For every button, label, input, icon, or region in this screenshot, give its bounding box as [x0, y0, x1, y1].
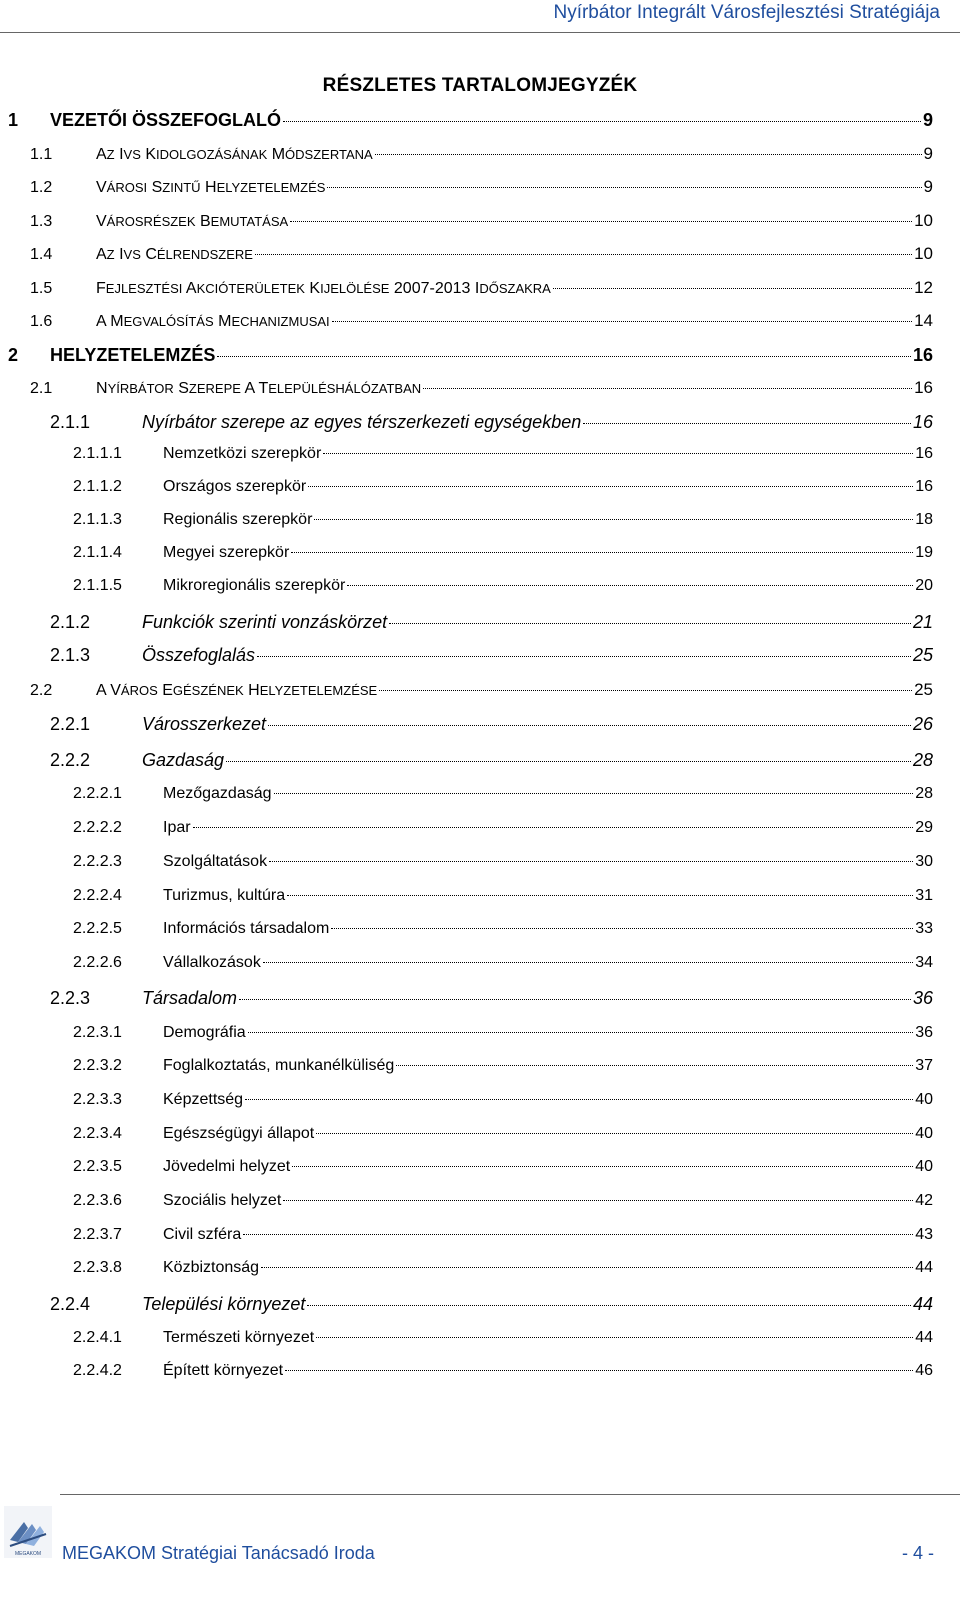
toc-entry-page: 44	[915, 1329, 933, 1346]
toc-entry-number: 2.2.3.1	[73, 1024, 122, 1041]
toc-entry[interactable]	[73, 1057, 933, 1075]
toc-entry-page: 25	[912, 645, 933, 665]
toc-leader-dots	[396, 1065, 913, 1066]
toc-leader-dots	[291, 552, 913, 553]
toc-leader-dots	[217, 356, 911, 357]
toc-leader-dots	[583, 423, 911, 424]
toc-entry-title: VÁROSRÉSZEK BEMUTATÁSA	[96, 213, 289, 230]
toc-entry-number: 2.2.2.2	[73, 819, 122, 836]
toc-entry-page: 31	[915, 887, 933, 904]
toc-entry-number: 2.2.3.3	[73, 1091, 122, 1108]
toc-entry-number: 2.2.3.5	[73, 1158, 122, 1175]
toc-entry-number: 1.1	[30, 146, 53, 163]
toc-entry[interactable]	[30, 278, 933, 298]
toc-leader-dots	[283, 1200, 913, 1201]
toc-entry-number: 2.2.1	[50, 714, 91, 734]
toc-entry[interactable]	[73, 1125, 933, 1143]
toc-entry-title: Foglalkoztatás, munkanélküliség	[163, 1057, 395, 1074]
toc-leader-dots	[283, 121, 921, 122]
toc-leader-dots	[269, 861, 913, 862]
toc-entry-title: Szolgáltatások	[163, 853, 268, 870]
toc-leader-dots	[379, 690, 912, 691]
toc-leader-dots	[274, 793, 914, 794]
toc-leader-dots	[257, 656, 911, 657]
toc-entry[interactable]	[50, 988, 933, 1009]
toc-entry-page: 16	[912, 345, 933, 365]
toc-entry-number: 2.2.3.7	[73, 1226, 122, 1243]
toc-entry-title: Vállalkozások	[163, 954, 261, 971]
toc-leader-dots	[292, 1166, 913, 1167]
toc-entry[interactable]	[8, 110, 933, 131]
toc-entry-number: 2.2.4.1	[73, 1329, 122, 1346]
toc-entry-page: 10	[914, 244, 933, 263]
toc-entry[interactable]	[50, 612, 933, 633]
toc-leader-dots	[261, 1267, 913, 1268]
toc-entry-title: Gazdaság	[142, 750, 225, 770]
toc-entry-number: 1.4	[30, 246, 53, 263]
toc-leader-dots	[316, 1337, 913, 1338]
toc-entry-page: 40	[915, 1158, 933, 1175]
toc-entry-page: 14	[914, 311, 933, 330]
toc-leader-dots	[553, 288, 912, 289]
toc-leader-dots	[287, 895, 913, 896]
toc-entry-page: 26	[912, 714, 933, 734]
toc-entry-page: 37	[915, 1057, 933, 1074]
toc-entry-page: 16	[915, 478, 933, 495]
toc-entry-number: 2.2.3	[50, 988, 91, 1008]
toc-entry-title: VÁROSI SZINTŰ HELYZETELEMZÉS	[96, 179, 326, 196]
toc-entry-number: 2.1.1	[50, 412, 91, 432]
toc-entry-number: 2.2.3.2	[73, 1057, 122, 1074]
toc-entry[interactable]	[73, 577, 933, 595]
toc-entry-page: 16	[915, 445, 933, 462]
toc-leader-dots	[327, 187, 921, 188]
toc-leader-dots	[389, 623, 911, 624]
toc-entry-title: VEZETŐI ÖSSZEFOGLALÓ	[50, 110, 282, 130]
toc-entry-number: 1.2	[30, 179, 53, 196]
toc-entry-page: 34	[915, 954, 933, 971]
toc-entry-page: 10	[914, 211, 933, 230]
toc-entry[interactable]	[8, 345, 933, 366]
toc-entry[interactable]	[73, 1329, 933, 1347]
toc-entry-page: 33	[915, 920, 933, 937]
toc-heading: RÉSZLETES TARTALOMJEGYZÉK	[322, 75, 638, 96]
toc-entry-title: Civil szféra	[163, 1226, 242, 1243]
toc-entry-title: FEJLESZTÉSI AKCIÓTERÜLETEK KIJELÖLÉSE 2007-2013 IDŐSZAKRA	[96, 280, 551, 297]
toc-entry[interactable]	[73, 511, 933, 529]
toc-entry-title: AZ IVS CÉLRENDSZERE	[96, 246, 253, 263]
toc-leader-dots	[193, 827, 914, 828]
toc-entry-number: 2.1.1.4	[73, 544, 122, 561]
toc-entry-title: Információs társadalom	[163, 920, 330, 937]
toc-entry-title: Jövedelmi helyzet	[163, 1158, 291, 1175]
toc-leader-dots	[375, 154, 922, 155]
toc-entry-number: 2.2.2.6	[73, 954, 122, 971]
toc-leader-dots	[239, 999, 911, 1000]
toc-entry-page: 18	[915, 511, 933, 528]
toc-entry-title: Országos szerepkör	[163, 478, 307, 495]
footer-company: MEGAKOM Stratégiai Tanácsadó Iroda	[62, 1543, 375, 1563]
toc-entry-number: 1.6	[30, 313, 53, 330]
toc-entry[interactable]	[73, 1226, 933, 1244]
toc-entry[interactable]	[73, 1091, 933, 1109]
toc-entry-title: Megyei szerepkör	[163, 544, 290, 561]
toc-leader-dots	[308, 486, 913, 487]
toc-entry[interactable]	[30, 244, 933, 264]
toc-entry[interactable]	[73, 1158, 933, 1176]
toc-leader-dots	[268, 725, 911, 726]
toc-entry-title: NYÍRBÁTOR SZEREPE A TELEPÜLÉSHÁLÓZATBAN	[96, 380, 422, 397]
toc-entry-title: Mikroregionális szerepkör	[163, 577, 346, 594]
toc-entry-number: 1.5	[30, 280, 53, 297]
toc-entry-page: 12	[914, 278, 933, 297]
toc-entry-number: 2.1.3	[50, 645, 91, 665]
toc-entry[interactable]	[30, 680, 933, 700]
toc-entry-number: 2.2	[30, 682, 53, 699]
toc-entry-page: 36	[915, 1024, 933, 1041]
toc-entry-title: A VÁROS EGÉSZÉNEK HELYZETELEMZÉSE	[96, 682, 378, 699]
toc-entry-title: Mezőgazdaság	[163, 785, 272, 802]
toc-leader-dots	[245, 1099, 913, 1100]
toc-entry-page: 30	[915, 853, 933, 870]
toc-entry-title: Települési környezet	[142, 1294, 306, 1314]
toc-entry-page: 20	[915, 577, 933, 594]
toc-entry[interactable]	[73, 544, 933, 562]
toc-entry-title: Épített környezet	[163, 1362, 284, 1379]
toc-entry[interactable]	[30, 177, 933, 197]
toc-entry-title: Demográfia	[163, 1024, 246, 1041]
toc-entry[interactable]	[73, 1259, 933, 1277]
toc-entry-page: 21	[912, 612, 933, 632]
toc-entry-number: 2.2.3.4	[73, 1125, 122, 1142]
toc-leader-dots	[347, 585, 913, 586]
toc-entry-number: 2.1.2	[50, 612, 91, 632]
toc-entry[interactable]	[50, 1294, 933, 1315]
toc-entry-number: 2.2.2	[50, 750, 91, 770]
toc-entry-title: Összefoglalás	[142, 645, 256, 665]
megakom-logo	[4, 1506, 52, 1558]
toc-entry[interactable]	[50, 714, 933, 735]
svg-text:MEGAKOM: MEGAKOM	[14, 1551, 42, 1557]
toc-entry[interactable]	[73, 920, 933, 938]
toc-entry-number: 2.1.1.2	[73, 478, 122, 495]
toc-entry-title: Közbiztonság	[163, 1259, 260, 1276]
toc-entry-title: Szociális helyzet	[163, 1192, 282, 1209]
toc-entry-page: 43	[915, 1226, 933, 1243]
toc-leader-dots	[243, 1234, 913, 1235]
toc-entry-number: 2.1	[30, 380, 53, 397]
toc-leader-dots	[423, 388, 912, 389]
toc-entry-page: 40	[915, 1125, 933, 1142]
toc-entry-number: 2.1.1.3	[73, 511, 122, 528]
footer-page-number: - 4 -	[901, 1543, 934, 1563]
toc-entry-title: Társadalom	[142, 988, 238, 1008]
toc-leader-dots	[290, 221, 912, 222]
toc-entry[interactable]	[30, 311, 933, 331]
toc-entry-title: Nemzetközi szerepkör	[163, 445, 322, 462]
toc-leader-dots	[316, 1133, 913, 1134]
toc-leader-dots	[314, 519, 913, 520]
toc-entry-page: 16	[912, 412, 933, 432]
toc-entry-number: 2.1.1.5	[73, 577, 122, 594]
toc-leader-dots	[323, 453, 913, 454]
toc-entry-page: 9	[922, 110, 933, 130]
toc-entry-title: Nyírbátor szerepe az egyes térszerkezeti egységekben	[142, 412, 582, 432]
toc-entry-number: 2.2.3.6	[73, 1192, 122, 1209]
toc-entry-number: 2.2.2.4	[73, 887, 122, 904]
toc-entry-title: HELYZETELEMZÉS	[50, 345, 216, 365]
toc-entry-page: 19	[915, 544, 933, 561]
toc-entry[interactable]	[30, 378, 933, 398]
toc-entry-page: 44	[915, 1259, 933, 1276]
toc-entry-page: 46	[915, 1362, 933, 1379]
toc-entry-title: Városszerkezet	[142, 714, 267, 734]
toc-entry-number: 2.2.4.2	[73, 1362, 122, 1379]
page-header-title: Nyírbátor Integrált Városfejlesztési Stratégiája	[553, 2, 940, 23]
toc-entry-page: 9	[923, 144, 933, 163]
toc-entry-number: 2	[8, 345, 19, 365]
toc-entry-page: 36	[912, 988, 933, 1008]
toc-entry[interactable]	[73, 478, 933, 496]
toc-leader-dots	[332, 321, 912, 322]
toc-entry-page: 28	[915, 785, 933, 802]
toc-entry[interactable]	[73, 887, 933, 905]
toc-entry[interactable]	[73, 445, 933, 463]
toc-entry-title: Funkciók szerinti vonzáskörzet	[142, 612, 388, 632]
toc-entry[interactable]	[73, 853, 933, 871]
toc-leader-dots	[285, 1370, 913, 1371]
toc-entry[interactable]	[30, 144, 933, 164]
toc-entry-page: 28	[912, 750, 933, 770]
toc-entry-page: 44	[912, 1294, 933, 1314]
toc-entry[interactable]	[73, 819, 933, 837]
toc-entry-title: Természeti környezet	[163, 1329, 315, 1346]
toc-entry-title: Képzettség	[163, 1091, 244, 1108]
toc-entry-number: 2.2.2.1	[73, 785, 122, 802]
toc-entry[interactable]	[30, 211, 933, 231]
toc-leader-dots	[248, 1032, 914, 1033]
toc-entry-page: 40	[915, 1091, 933, 1108]
toc-entry-page: 25	[914, 680, 933, 699]
toc-entry-number: 2.1.1.1	[73, 445, 122, 462]
toc-entry-number: 2.2.2.5	[73, 920, 122, 937]
toc-leader-dots	[255, 254, 912, 255]
toc-entry-number: 2.2.2.3	[73, 853, 122, 870]
toc-entry-title: Ipar	[163, 819, 191, 836]
toc-entry[interactable]	[73, 1024, 933, 1042]
toc-entry-page: 16	[914, 378, 933, 397]
toc-entry[interactable]	[73, 1192, 933, 1210]
toc-entry[interactable]	[50, 645, 933, 666]
toc-entry[interactable]	[50, 412, 933, 433]
toc-leader-dots	[226, 761, 911, 762]
toc-entry-title: Regionális szerepkör	[163, 511, 313, 528]
toc-entry[interactable]	[73, 785, 933, 803]
toc-entry[interactable]	[50, 750, 933, 771]
toc-entry-title: Egészségügyi állapot	[163, 1125, 315, 1142]
toc-leader-dots	[331, 928, 913, 929]
toc-entry-number: 1.3	[30, 213, 53, 230]
toc-entry-page: 9	[923, 177, 933, 196]
toc-entry-title: Turizmus, kultúra	[163, 887, 286, 904]
toc-entry[interactable]	[73, 954, 933, 972]
header-divider	[0, 32, 960, 33]
toc-entry-page: 42	[915, 1192, 933, 1209]
toc-entry-page: 29	[915, 819, 933, 836]
toc-leader-dots	[307, 1305, 911, 1306]
toc-entry-number: 1	[8, 110, 19, 130]
toc-entry-title: AZ IVS KIDOLGOZÁSÁNAK MÓDSZERTANA	[96, 146, 373, 163]
footer-divider	[60, 1494, 960, 1495]
toc-entry-number: 2.2.4	[50, 1294, 91, 1314]
toc-entry[interactable]	[73, 1362, 933, 1380]
toc-entry-title: A MEGVALÓSÍTÁS MECHANIZMUSAI	[96, 313, 330, 330]
toc-leader-dots	[263, 962, 913, 963]
toc-entry-number: 2.2.3.8	[73, 1259, 122, 1276]
